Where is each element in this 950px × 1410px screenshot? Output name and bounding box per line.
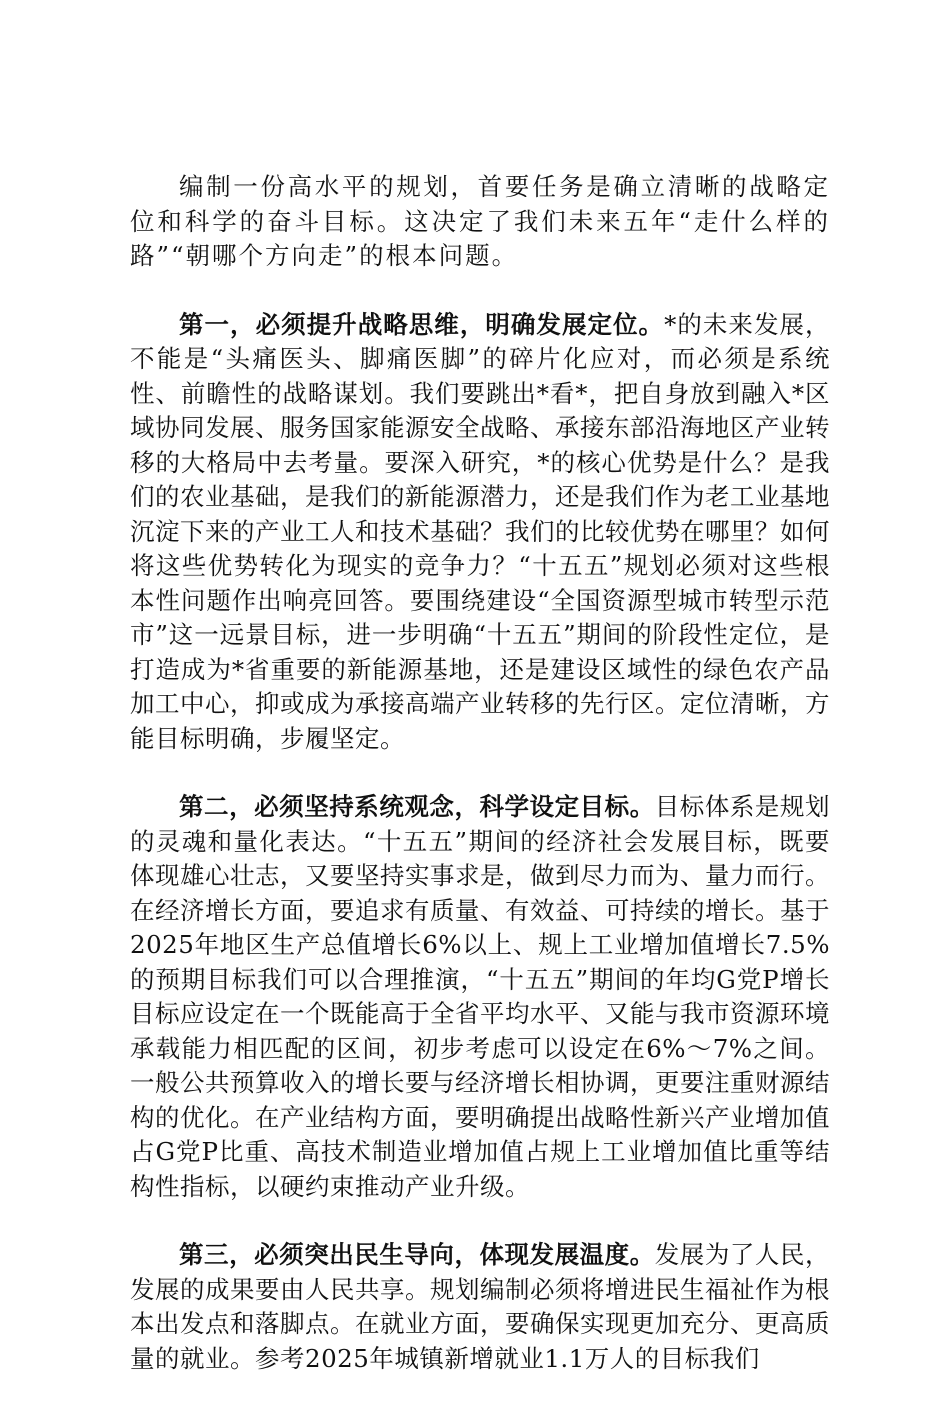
document-page bbox=[130, 170, 830, 1410]
paragraph-text: 发展为了人民，发展的成果要由人民共享。规划编制必须将增进民生福祉作为根本出发点和落脚点。在就业方面，要确保实现更加充分、更高质量的就业。参考2025年城镇新增就业1.1万人的目标我们 bbox=[130, 1240, 831, 1373]
paragraph-text: 目标体系是规划的灵魂和量化表达。“十五五”期间的经济社会发展目标，既要体现雄心壮志，又要坚持实事求是，做到尽力而为、量力而行。在经济增长方面，要追求有质量、有效益、可持续的增长。基于2025年地区生产总值增长6%以上、规上工业增加值增长7.5%的预期目标我们可以合理推演，“十五五”期间的年均G党P增长目标应设定在一个既能高于全省平均水平、又能与我市资源环境承载能力相匹配的区间，初步考虑可以设定在6%～7%之间。一般公共预算收入的增长要与经济增长相协调，更要注重财源结构的优化。在产业结构方面，要明确提出战略性新兴产业增加值占G党P比重、高技术制造业增加值占规上工业增加值比重等结构性指标，以硬约束推动产业升级。 bbox=[130, 792, 831, 1201]
paragraph-text: *的未来发展，不能是“头痛医头、脚痛医脚”的碎片化应对，而必须是系统性、前瞻性的战略谋划。我们要跳出*看*，把自身放到融入*区域协同发展、服务国家能源安全战略、承接东部沿海地区产业转移的大格局中去考量。要深入研究，*的核心优势是什么？是我们的农业基础，是我们的新能源潜力，还是我们作为老工业基地沉淀下来的产业工人和技术基础？我们的比较优势在哪里？如何将这些优势转化为现实的竞争力？“十五五”规划必须对这些根本性问题作出响亮回答。要围绕建设“全国资源型城市转型示范市”这一远景目标，进一步明确“十五五”期间的阶段性定位，是打造成为*省重要的新能源基地，还是建设区域性的绿色农产品加工中心，抑或成为承接高端产业转移的先行区。定位清晰，方能目标明确，步履坚定。 bbox=[130, 309, 831, 753]
paragraph-lead: 第一，必须提升战略思维，明确发展定位。 bbox=[179, 309, 665, 339]
paragraph-intro bbox=[130, 170, 830, 274]
paragraph-lead: 第二，必须坚持系统观念，科学设定目标。 bbox=[179, 792, 655, 821]
paragraph-second bbox=[130, 790, 830, 1204]
paragraph-text: 编制一份高水平的规划，首要任务是确立清晰的战略定位和科学的奋斗目标。这决定了我们未来五年“走什么样的路”“朝哪个方向走”的根本问题。 bbox=[130, 172, 830, 270]
paragraph-third bbox=[130, 1238, 830, 1376]
paragraph-lead: 第三，必须突出民生导向，体现发展温度。 bbox=[179, 1240, 655, 1269]
paragraph-first bbox=[130, 308, 830, 757]
